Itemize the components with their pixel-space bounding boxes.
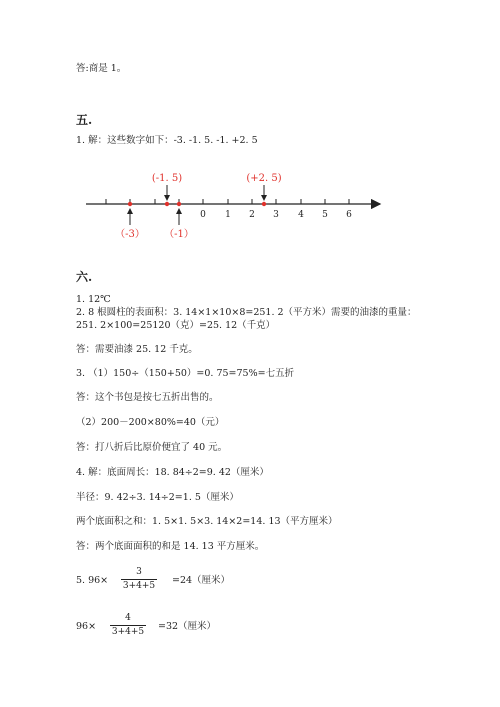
q5b-fraction [110,613,146,638]
q5-fraction [121,567,157,592]
section-five-heading: 五. [76,113,93,127]
q5-numerator: 3 [136,567,142,577]
point-neg1-5 [165,202,169,206]
section-six-heading: 六. [76,270,93,284]
q5b-prefix: 96× [76,621,97,632]
label-neg3: （-3） [115,229,145,240]
tick-label-6: 6 [346,210,352,220]
answer-2: 答：需要油漆 25. 12 千克。 [76,344,198,355]
label-pos2-5: (+2. 5) [246,173,282,184]
q6-2-line1: 2. 8 根圆柱的表面积：3. 14×1×10×8=251. 2（平方米）需要的油漆的重量： [76,307,417,318]
tick-label-5: 5 [322,210,328,220]
point-neg1 [177,202,181,206]
q4-line1: 4. 解：底面周长：18. 84÷2=9. 42（厘米） [76,467,269,478]
tick-label-4: 4 [298,210,304,220]
tick-label-0: 0 [200,210,206,220]
q6-1: 1. 12℃ [76,294,111,305]
tick-marks [106,199,349,204]
tick-label-2: 2 [249,210,255,220]
q5b-result: =32（厘米） [158,621,217,632]
fraction-bar [110,625,146,626]
answer-3-part1: 答：这个书包是按七五折出售的。 [76,392,219,403]
q5-denominator: 3+4+5 [122,581,156,591]
q1-solution: 1. 解：这些数字如下：-3. -1. 5. -1. +2. 5 [76,135,258,146]
point-pos2-5 [262,202,266,206]
answer-3-part2: 答：打八折后比原价便宜了 40 元。 [76,442,228,453]
q3-part2: （2）200－200×80%=40（元） [76,417,225,428]
label-neg1-5: (-1. 5) [151,173,183,184]
q5-result: =24（厘米） [172,575,231,586]
fraction-bar [121,579,157,580]
answer-4: 答：两个底面面积的和是 14. 13 平方厘米。 [76,541,265,552]
q5-prefix: 5. 96× [76,575,109,586]
tick-label-1: 1 [225,210,231,220]
tick-label-3: 3 [273,210,279,220]
q4-line3: 两个底面积之和：1. 5×1. 5×3. 14×2=14. 13（平方厘米） [76,516,338,527]
q4-line2: 半径：9. 42÷3. 14÷2=1. 5（厘米） [76,492,239,503]
q3-part1: 3. （1）150÷（150+50）=0. 75=75%=七五折 [76,368,295,379]
answer-quotient: 答:商是 1。 [76,63,127,74]
q6-2-line2: 251. 2×100=25120（克）=25. 12（千克） [76,320,276,331]
number-line-diagram [80,168,400,248]
q5b-denominator: 3+4+5 [111,627,145,637]
point-neg3 [128,202,132,206]
q5b-numerator: 4 [125,613,131,623]
label-neg1: （-1） [164,229,194,240]
